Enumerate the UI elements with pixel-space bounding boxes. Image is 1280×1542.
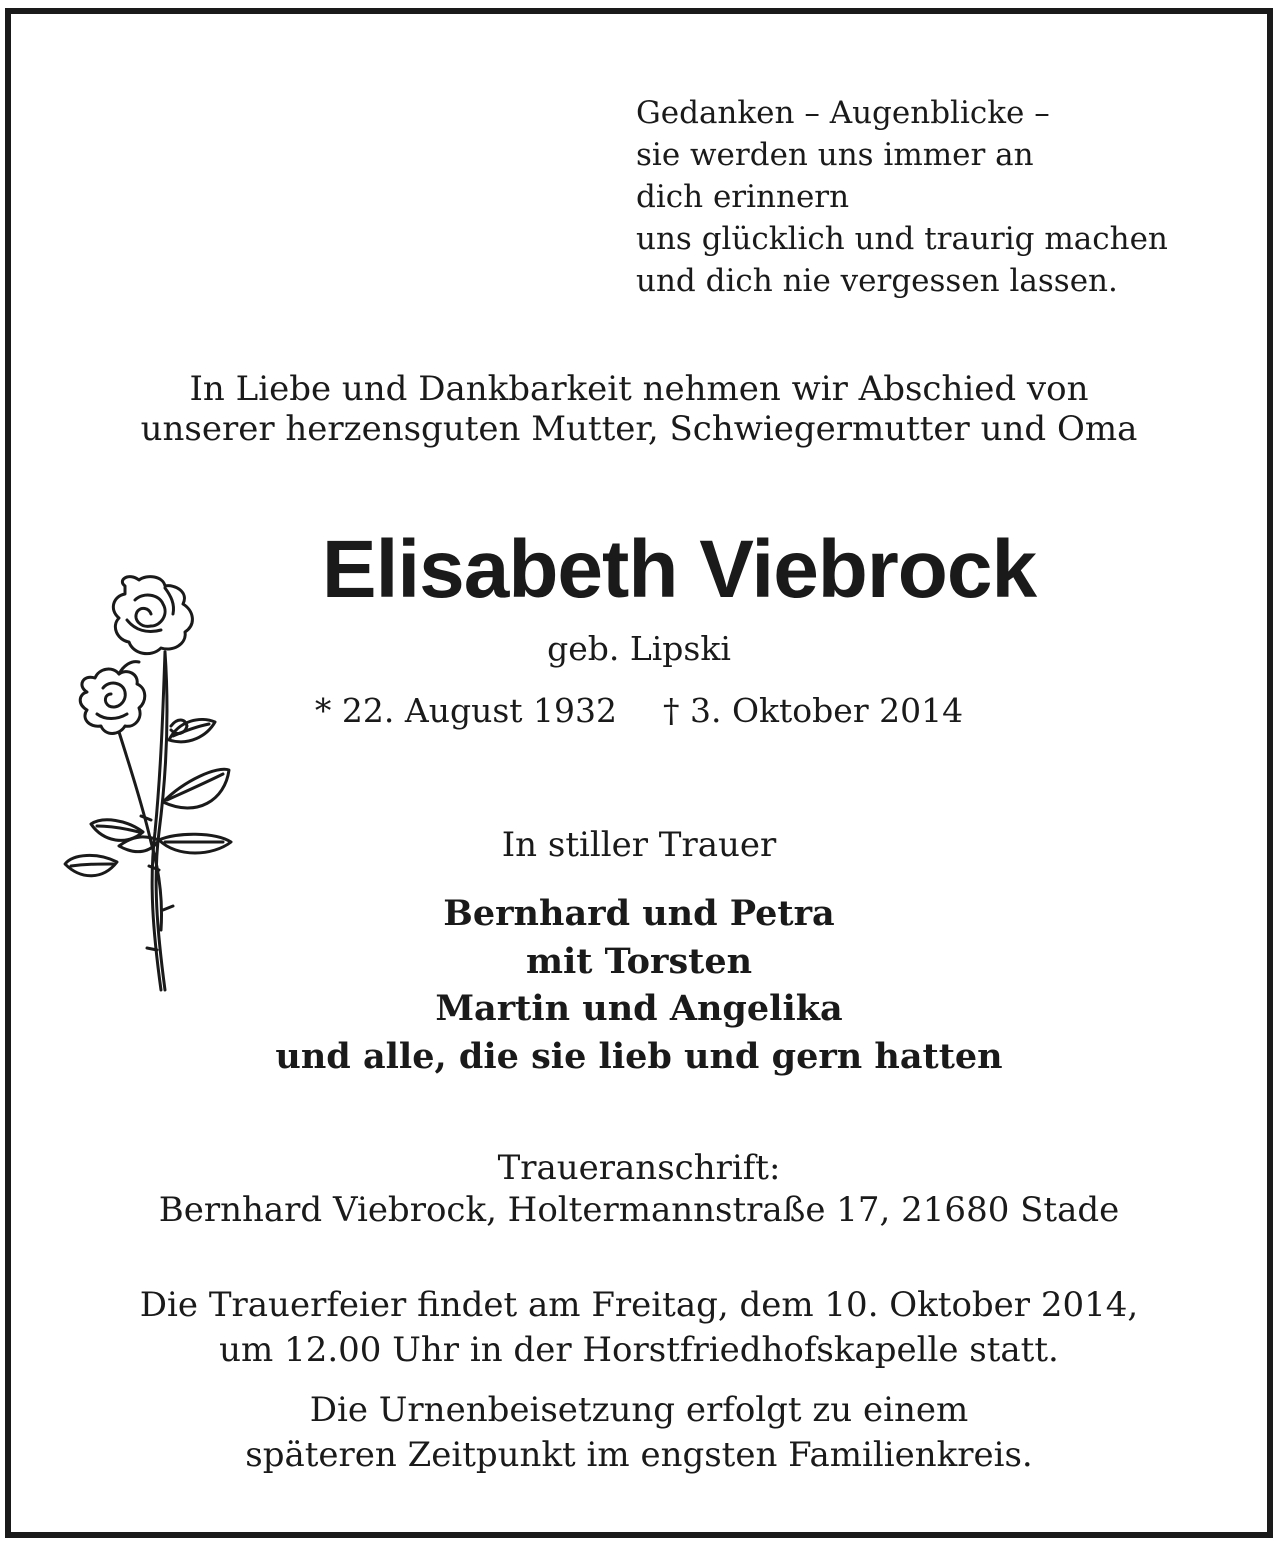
birth-date: * 22. August 1932 [314,691,618,730]
ceremony-line: Die Trauerfeier findet am Freitag, dem 10. Oktober 2014, [139,1285,1139,1325]
obituary-frame [5,8,1273,1538]
poem-line: und dich nie vergessen lassen. [636,263,1118,299]
address-label: Traueranschrift: [497,1148,781,1188]
mourner-line: Bernhard und Petra [443,893,835,934]
urn-line: späteren Zeitpunkt im engsten Familienkreis. [245,1435,1033,1475]
ceremony-info [11,1283,1267,1373]
poem-line: sie werden uns immer an [636,137,1034,173]
rose-icon [47,570,247,1010]
death-date: † 3. Oktober 2014 [663,691,964,730]
mourner-line: und alle, die sie lieb und gern hatten [275,1035,1003,1077]
address-value: Bernhard Viebrock, Holtermannstraße 17, 21680 Stade [158,1190,1120,1230]
mourner-line: mit Torsten [525,940,753,982]
poem [636,92,1256,302]
poem-line: uns glücklich und traurig machen [636,221,1168,257]
ceremony-line: um 12.00 Uhr in der Horstfriedhofskapelle statt. [219,1330,1059,1370]
poem-line: dich erinnern [636,179,850,215]
deceased-name: Elisabeth Viebrock [321,524,1037,615]
intro-line: unserer herzensguten Mutter, Schwiegermutter und Oma [140,409,1138,449]
urn-burial-info [11,1388,1267,1478]
poem-line: Gedanken – Augenblicke – [636,95,1050,131]
mourning-address [11,1147,1267,1231]
urn-line: Die Urnenbeisetzung erfolgt zu einem [309,1390,969,1430]
intro-line: In Liebe und Dankbarkeit nehmen wir Abschied von [189,369,1089,409]
intro-text [11,369,1267,449]
maiden-name: geb. Lipski [547,629,731,668]
mourning-heading: In stiller Trauer [501,825,777,865]
mourner-line: Martin und Angelika [435,988,843,1029]
